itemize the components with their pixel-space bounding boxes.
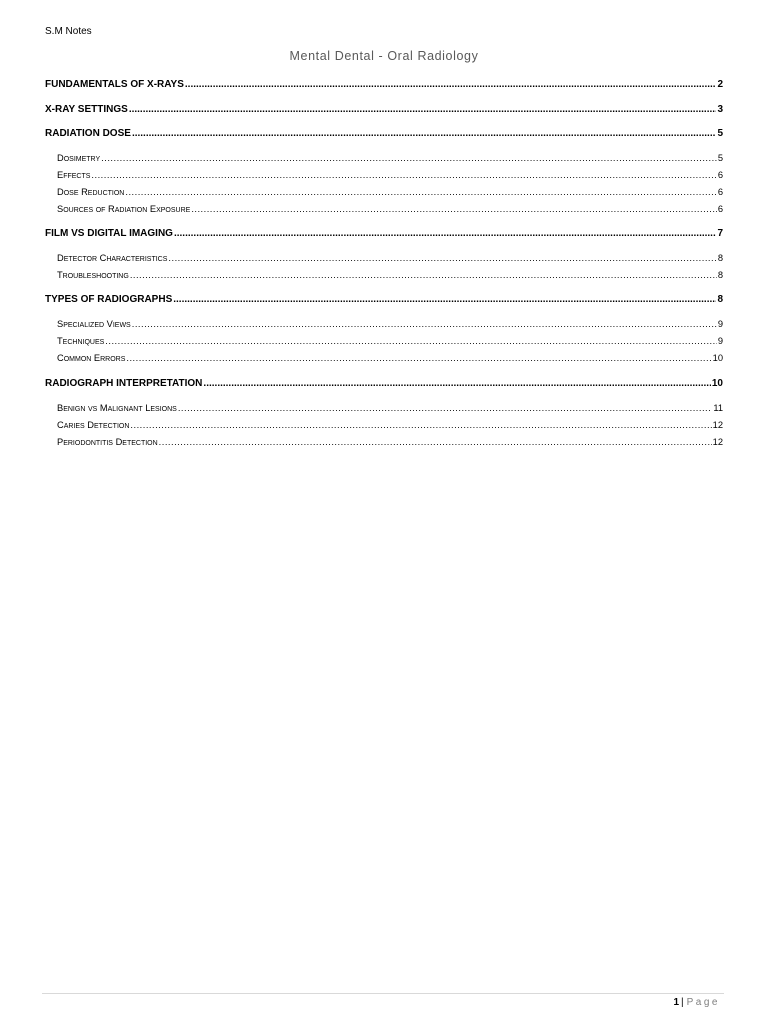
toc-entry-page: 6 xyxy=(717,187,723,197)
toc-entry-label: Sources of Radiation Exposure xyxy=(57,204,191,214)
toc-entry-label: RADIATION DOSE xyxy=(45,128,131,139)
toc-entry-page: 10 xyxy=(711,378,723,389)
toc-entry-label: FILM VS DIGITAL IMAGING xyxy=(45,228,173,239)
toc-entry-label: TYPES OF RADIOGRAPHS xyxy=(45,294,173,305)
toc-entry[interactable] xyxy=(45,377,723,391)
toc-entry-label: RADIOGRAPH INTERPRETATION xyxy=(45,378,203,389)
toc-subentry[interactable] xyxy=(45,402,723,415)
toc-entry-page: 8 xyxy=(717,253,723,263)
toc-entry-page: 9 xyxy=(717,319,723,329)
toc-leader-dots xyxy=(203,377,710,391)
toc-entry[interactable] xyxy=(45,78,723,92)
toc-entry[interactable] xyxy=(45,293,723,307)
toc-subentry[interactable] xyxy=(45,419,723,432)
toc-leader-dots xyxy=(130,269,717,282)
toc-entry[interactable] xyxy=(45,103,723,117)
toc-subentry[interactable] xyxy=(45,252,723,265)
toc-entry-label: FUNDAMENTALS OF X-RAYS xyxy=(45,79,184,90)
footer-separator: | xyxy=(681,997,684,1008)
toc-leader-dots xyxy=(125,186,716,199)
toc-leader-dots xyxy=(105,335,717,348)
toc-entry-label: Specialized Views xyxy=(57,319,131,329)
toc-entry-label: Periodontitis Detection xyxy=(57,437,158,447)
toc-entry-page: 6 xyxy=(717,204,723,214)
toc-entry-label: Benign vs Malignant Lesions xyxy=(57,403,177,413)
page-footer xyxy=(673,997,720,1009)
toc-entry-page: 2 xyxy=(717,79,723,90)
toc-entry-label: Techniques xyxy=(57,336,105,346)
toc-leader-dots xyxy=(191,203,717,216)
toc-leader-dots xyxy=(132,127,717,141)
toc-entry-label: Detector Characteristics xyxy=(57,253,168,263)
toc-leader-dots xyxy=(91,169,716,182)
toc-entry-label: Effects xyxy=(57,170,91,180)
toc-subentry[interactable] xyxy=(45,335,723,348)
toc-leader-dots xyxy=(130,419,711,432)
toc-leader-dots xyxy=(129,103,717,117)
document-title: Mental Dental - Oral Radiology xyxy=(289,49,479,63)
header-left-text: S.M Notes xyxy=(45,26,92,37)
toc-entry-page: 12 xyxy=(712,437,723,447)
toc-entry-page: 5 xyxy=(717,153,723,163)
toc-leader-dots xyxy=(101,152,717,165)
toc-leader-dots xyxy=(126,352,711,365)
toc-leader-dots xyxy=(168,252,716,265)
toc-entry-page: 7 xyxy=(717,228,723,239)
footer-page-number: 1 xyxy=(673,997,680,1008)
toc-leader-dots xyxy=(159,436,712,449)
toc-entry-label: X-RAY SETTINGS xyxy=(45,104,128,115)
toc-entry-page: 8 xyxy=(717,270,723,280)
toc-entry-page: 3 xyxy=(717,104,723,115)
toc-leader-dots xyxy=(178,402,713,415)
toc-entry-page: 6 xyxy=(717,170,723,180)
toc-entry-label: Troubleshooting xyxy=(57,270,129,280)
toc-leader-dots xyxy=(185,78,717,92)
toc-subentry[interactable] xyxy=(45,169,723,182)
footer-page-word: Page xyxy=(686,997,720,1008)
toc-entry-page: 8 xyxy=(717,294,723,305)
toc-leader-dots xyxy=(174,227,716,241)
toc-subentry[interactable] xyxy=(45,436,723,449)
toc-entry-page: 5 xyxy=(717,128,723,139)
toc-subentry[interactable] xyxy=(45,186,723,199)
toc-entry-page: 9 xyxy=(717,336,723,346)
toc-subentry[interactable] xyxy=(45,269,723,282)
footer-divider xyxy=(42,993,724,994)
toc-subentry[interactable] xyxy=(45,352,723,365)
toc-subentry[interactable] xyxy=(45,318,723,331)
toc-entry[interactable] xyxy=(45,127,723,141)
toc-entry-label: Dose Reduction xyxy=(57,187,125,197)
toc-leader-dots xyxy=(132,318,717,331)
toc-entry-label: Caries Detection xyxy=(57,420,130,430)
toc-subentry[interactable] xyxy=(45,152,723,165)
toc-entry-label: Dosimetry xyxy=(57,153,101,163)
toc-leader-dots xyxy=(173,293,716,307)
toc-entry-label: Common Errors xyxy=(57,353,126,363)
toc-entry-page: 10 xyxy=(712,353,723,363)
toc-subentry[interactable] xyxy=(45,203,723,216)
toc-entry-page: 12 xyxy=(712,420,723,430)
toc-entry[interactable] xyxy=(45,227,723,241)
toc-entry-page: 11 xyxy=(713,403,723,413)
